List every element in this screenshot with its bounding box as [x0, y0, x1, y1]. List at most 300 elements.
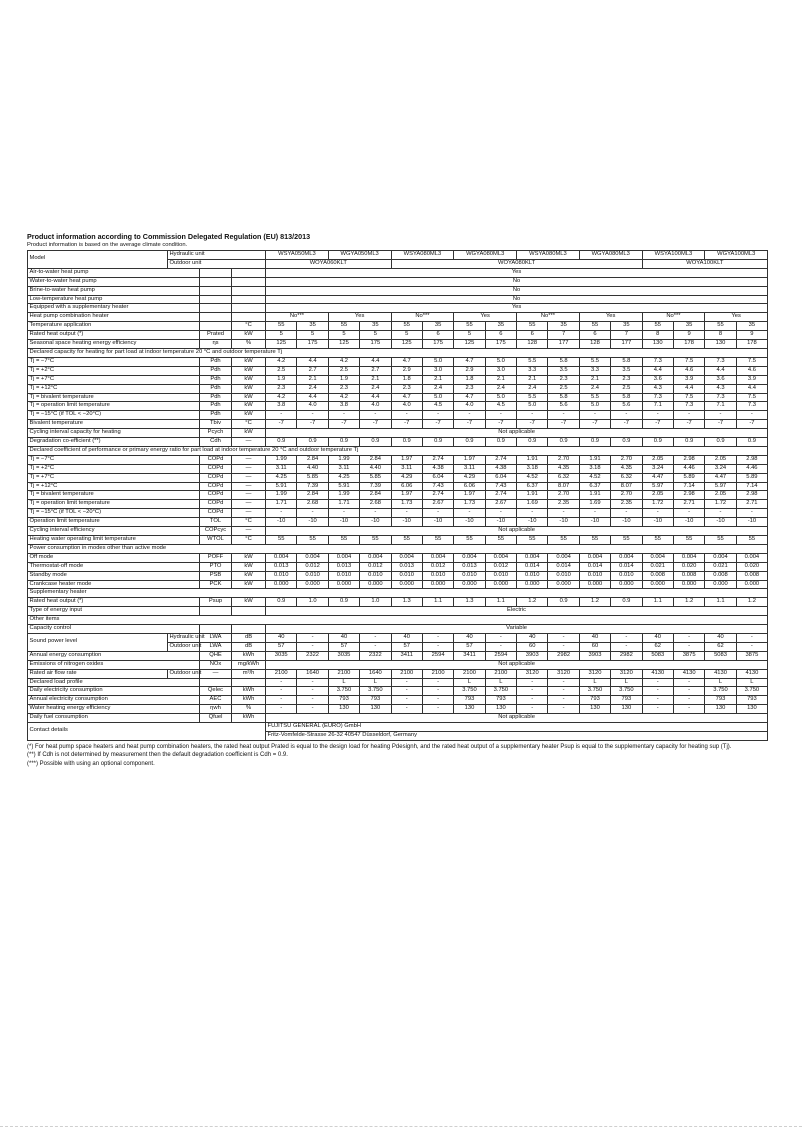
pdh-section-row: [28, 348, 768, 357]
value-cell: -: [642, 687, 673, 696]
contact-label: Contact details: [28, 723, 266, 741]
value-cell: 7.3: [673, 402, 704, 411]
value-cell: 60: [517, 642, 548, 651]
value-cell: 0.9: [611, 438, 642, 447]
value-cell: 2100: [485, 669, 516, 678]
value-cell: 5.0: [485, 393, 516, 402]
cop-row: [28, 473, 768, 482]
unit-cell: —: [232, 491, 266, 500]
symbol-cell: Psup: [200, 598, 232, 607]
value-cell: 3.18: [517, 464, 548, 473]
value-cell: 2.3: [454, 384, 485, 393]
value-cell: 0.000: [391, 580, 422, 589]
value-cell: 4130: [705, 669, 736, 678]
value-cell: -10: [579, 518, 610, 527]
airflow-row: [28, 669, 768, 678]
value-cell: -: [391, 705, 422, 714]
value-cell: 130: [736, 705, 767, 714]
value-cell: 1.99: [328, 455, 359, 464]
value-cell: -10: [611, 518, 642, 527]
value-cell: 0.000: [297, 580, 328, 589]
row-label: Brine-to-water heat pump: [28, 286, 200, 295]
value-cell: 8.07: [611, 482, 642, 491]
row-label: Emissions of nitrogen oxides: [28, 660, 200, 669]
section-header: Declared capacity for heating for part load at indoor temperature 20 °C and outdoor temperature Tj: [28, 348, 768, 357]
symbol-cell: Prated: [200, 331, 232, 340]
value-cell: 2.70: [611, 491, 642, 500]
value-cell: 0.000: [548, 580, 579, 589]
symbol-cell: COPcyc: [200, 527, 232, 536]
value-cell: 2.1: [297, 375, 328, 384]
value-cell: -: [673, 509, 704, 518]
rated-output-row: [28, 331, 768, 340]
value-cell: 0.004: [391, 553, 422, 562]
row-label: Tj = +7°C: [28, 375, 200, 384]
value-cell: 0.000: [485, 580, 516, 589]
span-value-cell: Variable: [266, 625, 768, 634]
value-cell: 0.9: [360, 438, 391, 447]
row-label: Water-to-water heat pump: [28, 277, 200, 286]
value-cell: 5.97: [705, 482, 736, 491]
value-cell: -: [328, 509, 359, 518]
value-cell: 3875: [736, 651, 767, 660]
symbol-cell: PCK: [200, 580, 232, 589]
value-cell: -: [328, 411, 359, 420]
value-cell: 0.004: [266, 553, 297, 562]
value-cell: 2.98: [673, 491, 704, 500]
hydraulic-model: WSYA080ML3: [391, 251, 454, 260]
value-cell: 5.85: [360, 473, 391, 482]
value-cell: 7.5: [736, 393, 767, 402]
pdh-row: [28, 357, 768, 366]
value-cell: 0.004: [548, 553, 579, 562]
value-cell: 0.000: [517, 580, 548, 589]
value-cell: 0.9: [548, 438, 579, 447]
table-cell: [232, 304, 266, 313]
value-cell: 2100: [391, 669, 422, 678]
value-cell: -: [517, 687, 548, 696]
value-cell: 125: [391, 340, 422, 349]
value-cell: 2.4: [297, 384, 328, 393]
value-cell: -7: [485, 420, 516, 429]
value-cell: 2.4: [579, 384, 610, 393]
unit-cell: kW: [232, 331, 266, 340]
value-cell: 2.9: [454, 366, 485, 375]
sub-label: Hydraulic unit: [168, 633, 200, 642]
row-label: Degradation co-efficient (**): [28, 438, 200, 447]
unit-cell: kW: [232, 375, 266, 384]
value-cell: 2.3: [328, 384, 359, 393]
unit-cell: °C: [232, 420, 266, 429]
value-cell: 3.0: [485, 366, 516, 375]
value-cell: 0.000: [579, 580, 610, 589]
value-cell: -: [548, 509, 579, 518]
value-cell: 5.0: [422, 393, 453, 402]
value-cell: 35: [485, 322, 516, 331]
value-cell: -: [297, 687, 328, 696]
value-cell: 4.2: [328, 393, 359, 402]
value-cell: -: [360, 642, 391, 651]
value-cell: 3.11: [266, 464, 297, 473]
value-cell: 0.000: [266, 580, 297, 589]
unit-cell: kW: [232, 357, 266, 366]
value-cell: 0.013: [454, 562, 485, 571]
value-cell: 8: [705, 331, 736, 340]
yes-no-row: [28, 277, 768, 286]
table-cell: [232, 313, 266, 322]
value-cell: 793: [611, 696, 642, 705]
value-cell: 3.9: [736, 375, 767, 384]
value-cell: 1.69: [517, 500, 548, 509]
span-value-cell: Yes: [266, 304, 768, 313]
value-cell: 3.11: [454, 464, 485, 473]
value-cell: 0.004: [705, 553, 736, 562]
value-cell: -: [454, 509, 485, 518]
value-cell: 55: [391, 322, 422, 331]
value-cell: 4.4: [297, 393, 328, 402]
unit-cell: —: [232, 464, 266, 473]
value-cell: 3120: [548, 669, 579, 678]
value-cell: 5.89: [673, 473, 704, 482]
value-cell: 35: [548, 322, 579, 331]
value-cell: 4.4: [705, 366, 736, 375]
unit-cell: kWh: [232, 714, 266, 723]
value-cell: 0.9: [517, 438, 548, 447]
value-cell: L: [736, 678, 767, 687]
value-cell: -: [266, 678, 297, 687]
value-cell: 5: [454, 331, 485, 340]
unit-cell: kWh: [232, 651, 266, 660]
symbol-cell: Qfuel: [200, 714, 232, 723]
value-cell: 793: [360, 696, 391, 705]
value-cell: -: [422, 509, 453, 518]
value-cell: 2.7: [297, 366, 328, 375]
model-header-row: [28, 251, 768, 260]
value-cell: 2100: [266, 669, 297, 678]
value-cell: -: [485, 411, 516, 420]
value-cell: 2.5: [611, 384, 642, 393]
value-cell: 1.97: [391, 455, 422, 464]
table-cell: [200, 678, 232, 687]
hydraulic-model: WGYA100ML3: [705, 251, 768, 260]
nox-row: [28, 660, 768, 669]
value-cell: 1.1: [705, 598, 736, 607]
value-cell: 3.24: [705, 464, 736, 473]
value-cell: 2.9: [391, 366, 422, 375]
value-cell: 0.004: [611, 553, 642, 562]
value-cell: 4.4: [736, 384, 767, 393]
value-cell: 6: [422, 331, 453, 340]
symbol-cell: Cdh: [200, 438, 232, 447]
value-cell: 55: [266, 322, 297, 331]
value-cell: 4.3: [642, 384, 673, 393]
row-label: Tj = operation limit temperature: [28, 402, 200, 411]
value-cell: 2.70: [611, 455, 642, 464]
value-cell: 3.5: [548, 366, 579, 375]
product-information-sheet: [27, 233, 767, 768]
symbol-cell: POFF: [200, 553, 232, 562]
value-cell: 0.004: [297, 553, 328, 562]
value-cell: 175: [360, 340, 391, 349]
contact-address: Fritz-Vomfelde-Strasse 26-32 40547 Düsseldorf, Germany: [266, 731, 768, 740]
value-cell: 3.750: [579, 687, 610, 696]
unit-cell: —: [232, 455, 266, 464]
value-cell: 4.47: [642, 473, 673, 482]
row-label: Tj = −15°C (if TOL < −20°C): [28, 411, 200, 420]
value-cell: 2.5: [266, 366, 297, 375]
table-cell: [200, 295, 232, 304]
symbol-cell: AEC: [200, 696, 232, 705]
symbol-cell: WTOL: [200, 536, 232, 545]
value-cell: 2.74: [422, 455, 453, 464]
value-cell: 3.6: [705, 375, 736, 384]
value-cell: -: [517, 705, 548, 714]
value-cell: 793: [485, 696, 516, 705]
value-cell: 1.73: [454, 500, 485, 509]
seasonal-efficiency-row: [28, 340, 768, 349]
symbol-cell: Pdh: [200, 357, 232, 366]
row-label: Tj = +12°C: [28, 482, 200, 491]
value-cell: -: [736, 633, 767, 642]
value-cell: -10: [548, 518, 579, 527]
value-cell: 4.29: [391, 473, 422, 482]
value-cell: 2.1: [422, 375, 453, 384]
value-cell: 130: [611, 705, 642, 714]
value-cell: 0.000: [705, 580, 736, 589]
value-cell: 3.0: [422, 366, 453, 375]
model-label: Model: [28, 251, 168, 269]
span-value-cell: Yes: [266, 268, 768, 277]
value-cell: -: [391, 678, 422, 687]
hydraulic-model: WSYA050ML3: [266, 251, 329, 260]
row-label: Operation limit temperature: [28, 518, 200, 527]
value-cell: 178: [673, 340, 704, 349]
value-cell: -: [360, 633, 391, 642]
span-value-cell: Not applicable: [266, 714, 768, 723]
value-cell: 7: [548, 331, 579, 340]
value-cell: 1.2: [579, 598, 610, 607]
value-cell: -10: [360, 518, 391, 527]
value-cell: 7.3: [642, 393, 673, 402]
energy-input-row: [28, 607, 768, 616]
value-cell: 0.004: [579, 553, 610, 562]
value-cell: 7.5: [736, 357, 767, 366]
row-label: Daily electricity consumption: [28, 687, 200, 696]
value-cell: 1.99: [328, 491, 359, 500]
value-cell: 2.1: [360, 375, 391, 384]
value-cell: 3.8: [328, 402, 359, 411]
annual-energy-row: [28, 651, 768, 660]
value-cell: 7.5: [673, 393, 704, 402]
value-cell: 55: [705, 322, 736, 331]
value-cell: 4.2: [266, 357, 297, 366]
row-label: Tj = +2°C: [28, 464, 200, 473]
value-cell: 3.750: [328, 687, 359, 696]
value-cell: 3903: [517, 651, 548, 660]
row-label: Bivalent temperature: [28, 420, 200, 429]
value-cell: 2.1: [485, 375, 516, 384]
value-cell: 5.91: [266, 482, 297, 491]
value-cell: 40: [328, 633, 359, 642]
value-cell: 2.98: [736, 491, 767, 500]
hydraulic-model: WSYA100ML3: [642, 251, 705, 260]
value-cell: 8: [642, 331, 673, 340]
value-cell: L: [328, 678, 359, 687]
value-cell: 55: [642, 536, 673, 545]
value-cell: -: [360, 411, 391, 420]
value-cell: 1.2: [736, 598, 767, 607]
unit-cell: kW: [232, 366, 266, 375]
value-cell: 6.32: [611, 473, 642, 482]
value-cell: -: [705, 411, 736, 420]
symbol-cell: LWA: [200, 633, 232, 642]
value-cell: 5.8: [611, 357, 642, 366]
value-cell: 40: [642, 633, 673, 642]
value-cell: -10: [328, 518, 359, 527]
value-cell: 0.021: [705, 562, 736, 571]
value-cell: 4130: [642, 669, 673, 678]
row-label: Tj = +7°C: [28, 473, 200, 482]
unit-cell: kW: [232, 402, 266, 411]
span-value-cell: Not applicable: [266, 527, 768, 536]
value-cell: 3.9: [673, 375, 704, 384]
value-cell: -: [266, 705, 297, 714]
value-cell: 0.010: [485, 571, 516, 580]
value-cell: -: [360, 509, 391, 518]
value-cell: 55: [548, 536, 579, 545]
value-cell: 130: [579, 705, 610, 714]
value-cell: 6: [579, 331, 610, 340]
value-cell: 5: [391, 331, 422, 340]
value-cell: 7.14: [736, 482, 767, 491]
value-cell: 57: [328, 642, 359, 651]
value-cell: 62: [642, 642, 673, 651]
value-cell: -: [391, 687, 422, 696]
value-cell: L: [705, 678, 736, 687]
table-cell: [200, 277, 232, 286]
value-cell: 4.35: [548, 464, 579, 473]
value-cell: 1.3: [391, 598, 422, 607]
symbol-cell: —: [200, 669, 232, 678]
value-cell: 35: [422, 322, 453, 331]
symbol-cell: ηwh: [200, 705, 232, 714]
value-cell: 3903: [579, 651, 610, 660]
value-cell: 0.010: [548, 571, 579, 580]
value-cell: 0.010: [328, 571, 359, 580]
value-cell: 4.40: [360, 464, 391, 473]
value-cell: 1.99: [266, 455, 297, 464]
value-cell: 9: [736, 331, 767, 340]
value-cell: 4.52: [517, 473, 548, 482]
value-cell: -: [673, 696, 704, 705]
sub-label: Outdoor unit: [168, 669, 200, 678]
value-cell: 4.0: [360, 402, 391, 411]
value-cell: 2.84: [297, 491, 328, 500]
annual-electricity-row: [28, 696, 768, 705]
daily-electricity-row: [28, 687, 768, 696]
value-cell: -7: [642, 420, 673, 429]
value-cell: -: [579, 411, 610, 420]
value-cell: 2.74: [485, 491, 516, 500]
row-label: Seasonal space heating energy efficiency: [28, 340, 200, 349]
value-cell: 55: [454, 536, 485, 545]
symbol-cell: ηs: [200, 340, 232, 349]
value-cell: 7.3: [736, 402, 767, 411]
symbol-cell: COPd: [200, 491, 232, 500]
value-cell: 0.9: [673, 438, 704, 447]
symbol-cell: Pdh: [200, 384, 232, 393]
value-cell: -: [297, 509, 328, 518]
footnote-2: (**) If Cdh is not determined by measurement then the default degradation coefficient is Cdh = 0.9.: [27, 752, 288, 759]
value-cell: -7: [328, 420, 359, 429]
value-cell: 1.91: [517, 491, 548, 500]
daily-fuel-row: [28, 714, 768, 723]
table-cell: [200, 607, 232, 616]
value-cell: 2.4: [422, 384, 453, 393]
value-cell: 0.010: [297, 571, 328, 580]
spec-table: [27, 250, 768, 741]
value-cell: 55: [673, 536, 704, 545]
value-cell: 40: [517, 633, 548, 642]
cop-row: [28, 464, 768, 473]
value-cell: -: [642, 705, 673, 714]
value-cell: -: [422, 633, 453, 642]
value-cell: 125: [454, 340, 485, 349]
footnote-3: (***) Possible with using an optional component.: [27, 760, 155, 767]
value-cell: 7.1: [705, 402, 736, 411]
value-cell: 35: [736, 322, 767, 331]
value-cell: -: [548, 411, 579, 420]
value-cell: 2.74: [422, 491, 453, 500]
value-cell: 40: [454, 633, 485, 642]
value-cell: 1.99: [266, 491, 297, 500]
value-cell: 0.9: [266, 438, 297, 447]
value-cell: 0.010: [517, 571, 548, 580]
table-cell: [200, 313, 232, 322]
value-cell: Yes: [705, 313, 768, 322]
value-cell: 0.012: [360, 562, 391, 571]
other-section-row: [28, 616, 768, 625]
value-cell: Yes: [454, 313, 517, 322]
value-cell: 0.004: [360, 553, 391, 562]
value-cell: 55: [328, 536, 359, 545]
value-cell: 4.0: [297, 402, 328, 411]
row-label: Off mode: [28, 553, 200, 562]
value-cell: 0.021: [642, 562, 673, 571]
row-label: Temperature application: [28, 322, 200, 331]
symbol-cell: COPd: [200, 455, 232, 464]
sheet-title: Product information according to Commission Delegated Regulation (EU) 813/2013: [27, 232, 311, 241]
value-cell: 4.29: [454, 473, 485, 482]
value-cell: -: [422, 411, 453, 420]
value-cell: -10: [517, 518, 548, 527]
value-cell: 5.0: [422, 357, 453, 366]
value-cell: 3.8: [266, 402, 297, 411]
table-cell: [200, 268, 232, 277]
value-cell: 5083: [642, 651, 673, 660]
value-cell: 6.37: [579, 482, 610, 491]
value-cell: 1640: [297, 669, 328, 678]
value-cell: 3.3: [579, 366, 610, 375]
value-cell: -: [422, 696, 453, 705]
row-label: Annual electricity consumption: [28, 696, 200, 705]
row-label: Daily fuel consumption: [28, 714, 200, 723]
table-cell: [232, 268, 266, 277]
value-cell: -: [673, 411, 704, 420]
value-cell: 5.8: [548, 393, 579, 402]
value-cell: 35: [360, 322, 391, 331]
capacity-control-row: [28, 625, 768, 634]
